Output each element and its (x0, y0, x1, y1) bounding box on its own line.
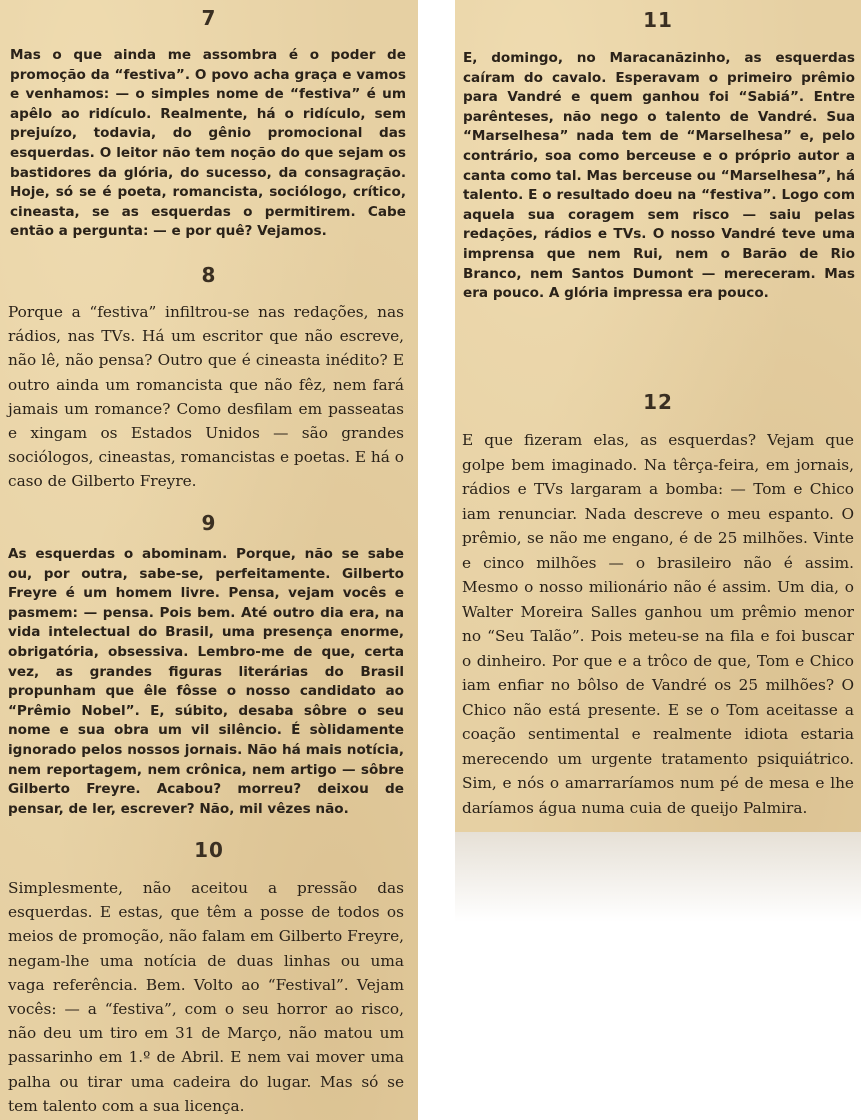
scan-fade-area (455, 832, 861, 922)
section-8-text: Porque a “festiva” infiltrou-se nas redações, nas rádios, nas TVs. Há um escritor que não escreve, não lê, não pensa? Outro que é cineasta inédito? E outro ainda um romancista que não fêz, nem fará jamais um romance? Como desfilam em passeatas e xingam os Estados Unidos — são grandes sociólogos, cineastas, romancistas e poetas. E há o caso de Gilberto Freyre. (8, 303, 404, 491)
section-11-text: E, domingo, no Maracanãzinho, as esquerdas caíram do cavalo. Esperavam o primeiro prêmio para Vandré e quem ganhou foi “Sabiá”. Entre parênteses, não nego o talento de Vandré. Sua “Marselhesa” nada tem de “Marselhesa” e, pelo contrário, soa como berceuse e o próprio autor a canta como tal. Mas berceuse ou “Marselhesa”, há talento. E o resultado doeu na “festiva”. Logo com aquela sua coragem sem risco — saiu pelas redações, rádios e TVs. O nosso Vandré teve uma imprensa que nem Rui, nem o Barão de Rio Branco, nem Santos Dumont — mereceram. Mas era pouco. A glória impressa era pouco. (463, 50, 855, 302)
newspaper-clipping-left (0, 0, 418, 1120)
section-10-text: Simplesmente, não aceitou a pressão das esquerdas. E estas, que têm a posse de todos os meios de promoção, não falam em Gilberto Freyre, negam-lhe uma notícia de duas linhas ou uma vaga referência. Bem. Volto ao “Festival”. Vejam vocês: — a “festiva”, com o seu horror ao risco, não deu um tiro em 31 de Março, não matou um passarinho em 1.º de Abril. E nem vai mover uma palha ou tirar uma cadeira do lugar. Mas só se tem talento com a sua licença. (8, 879, 404, 1115)
section-9-text: As esquerdas o abominam. Porque, não se sabe ou, por outra, sabe-se, perfeitamente. Gilberto Freyre é um homem livre. Pensa, vejam vocês e pasmem: — pensa. Pois bem. Até outro dia era, na vida intelectual do Brasil, uma presença enorme, obrigatória, obsessiva. Lembro-me de que, certa vez, as grandes figuras literárias do Brasil propunham que êle fôsse o nosso candidato ao “Prêmio Nobel”. E, súbito, desaba sôbre o seu nome e sua obra um vil silêncio. É sòlidamente ignorado pelos nossos jornais. Não há mais notícia, nem reportagem, nem crônica, nem artigo — sôbre Gilberto Freyre. Acabou? morreu? deixou de pensar, de ler, escrever? Não, mil vêzes não. (8, 546, 404, 817)
section-number-11: 11 (643, 8, 673, 32)
section-number-7: 7 (201, 6, 217, 30)
newspaper-clipping-right (455, 0, 861, 832)
section-12-text: E que fizeram elas, as esquerdas? Vejam que golpe bem imaginado. Na têrça-feira, em jornais, rádios e TVs largaram a bomba: — Tom e Chico iam renunciar. Nada descreve o meu espanto. O prêmio, se não me engano, é de 25 milhões. Vinte e cinco milhões — o brasileiro não é assim. Mesmo o nosso milionário não é assim. Um dia, o Walter Moreira Salles ganhou um prêmio menor no “Seu Talão”. Pois meteu-se na fila e foi buscar o dinheiro. Por que e a trôco de que, Tom e Chico iam enfiar no bôlso de Vandré os 25 milhões? O Chico não está presente. E se o Tom aceitasse a coação sentimental e realmente idiota estaria merecendo um urgente tratamento psiquiátrico. Sim, e nós o amarraríamos num pé de mesa e lhe daríamos água numa cuia de queijo Palmira. (462, 431, 854, 817)
section-number-9: 9 (201, 511, 217, 535)
section-number-12: 12 (643, 390, 673, 414)
section-7-text: Mas o que ainda me assombra é o poder de promoção da “festiva”. O povo acha graça e vamos e venhamos: — o simples nome de “festiva” é um apêlo ao ridículo. Realmente, há o ridículo, sem prejuízo, todavia, do gênio promocional das esquerdas. O leitor não tem noção do que sejam os bastidores da glória, do sucesso, da consagração. Hoje, só se é poeta, romancista, sociólogo, crítico, cineasta, se as esquerdas o permitirem. Cabe então a pergunta: — e por quê? Vejamos. (10, 47, 406, 240)
section-number-8: 8 (201, 263, 217, 287)
section-number-10: 10 (194, 838, 224, 862)
